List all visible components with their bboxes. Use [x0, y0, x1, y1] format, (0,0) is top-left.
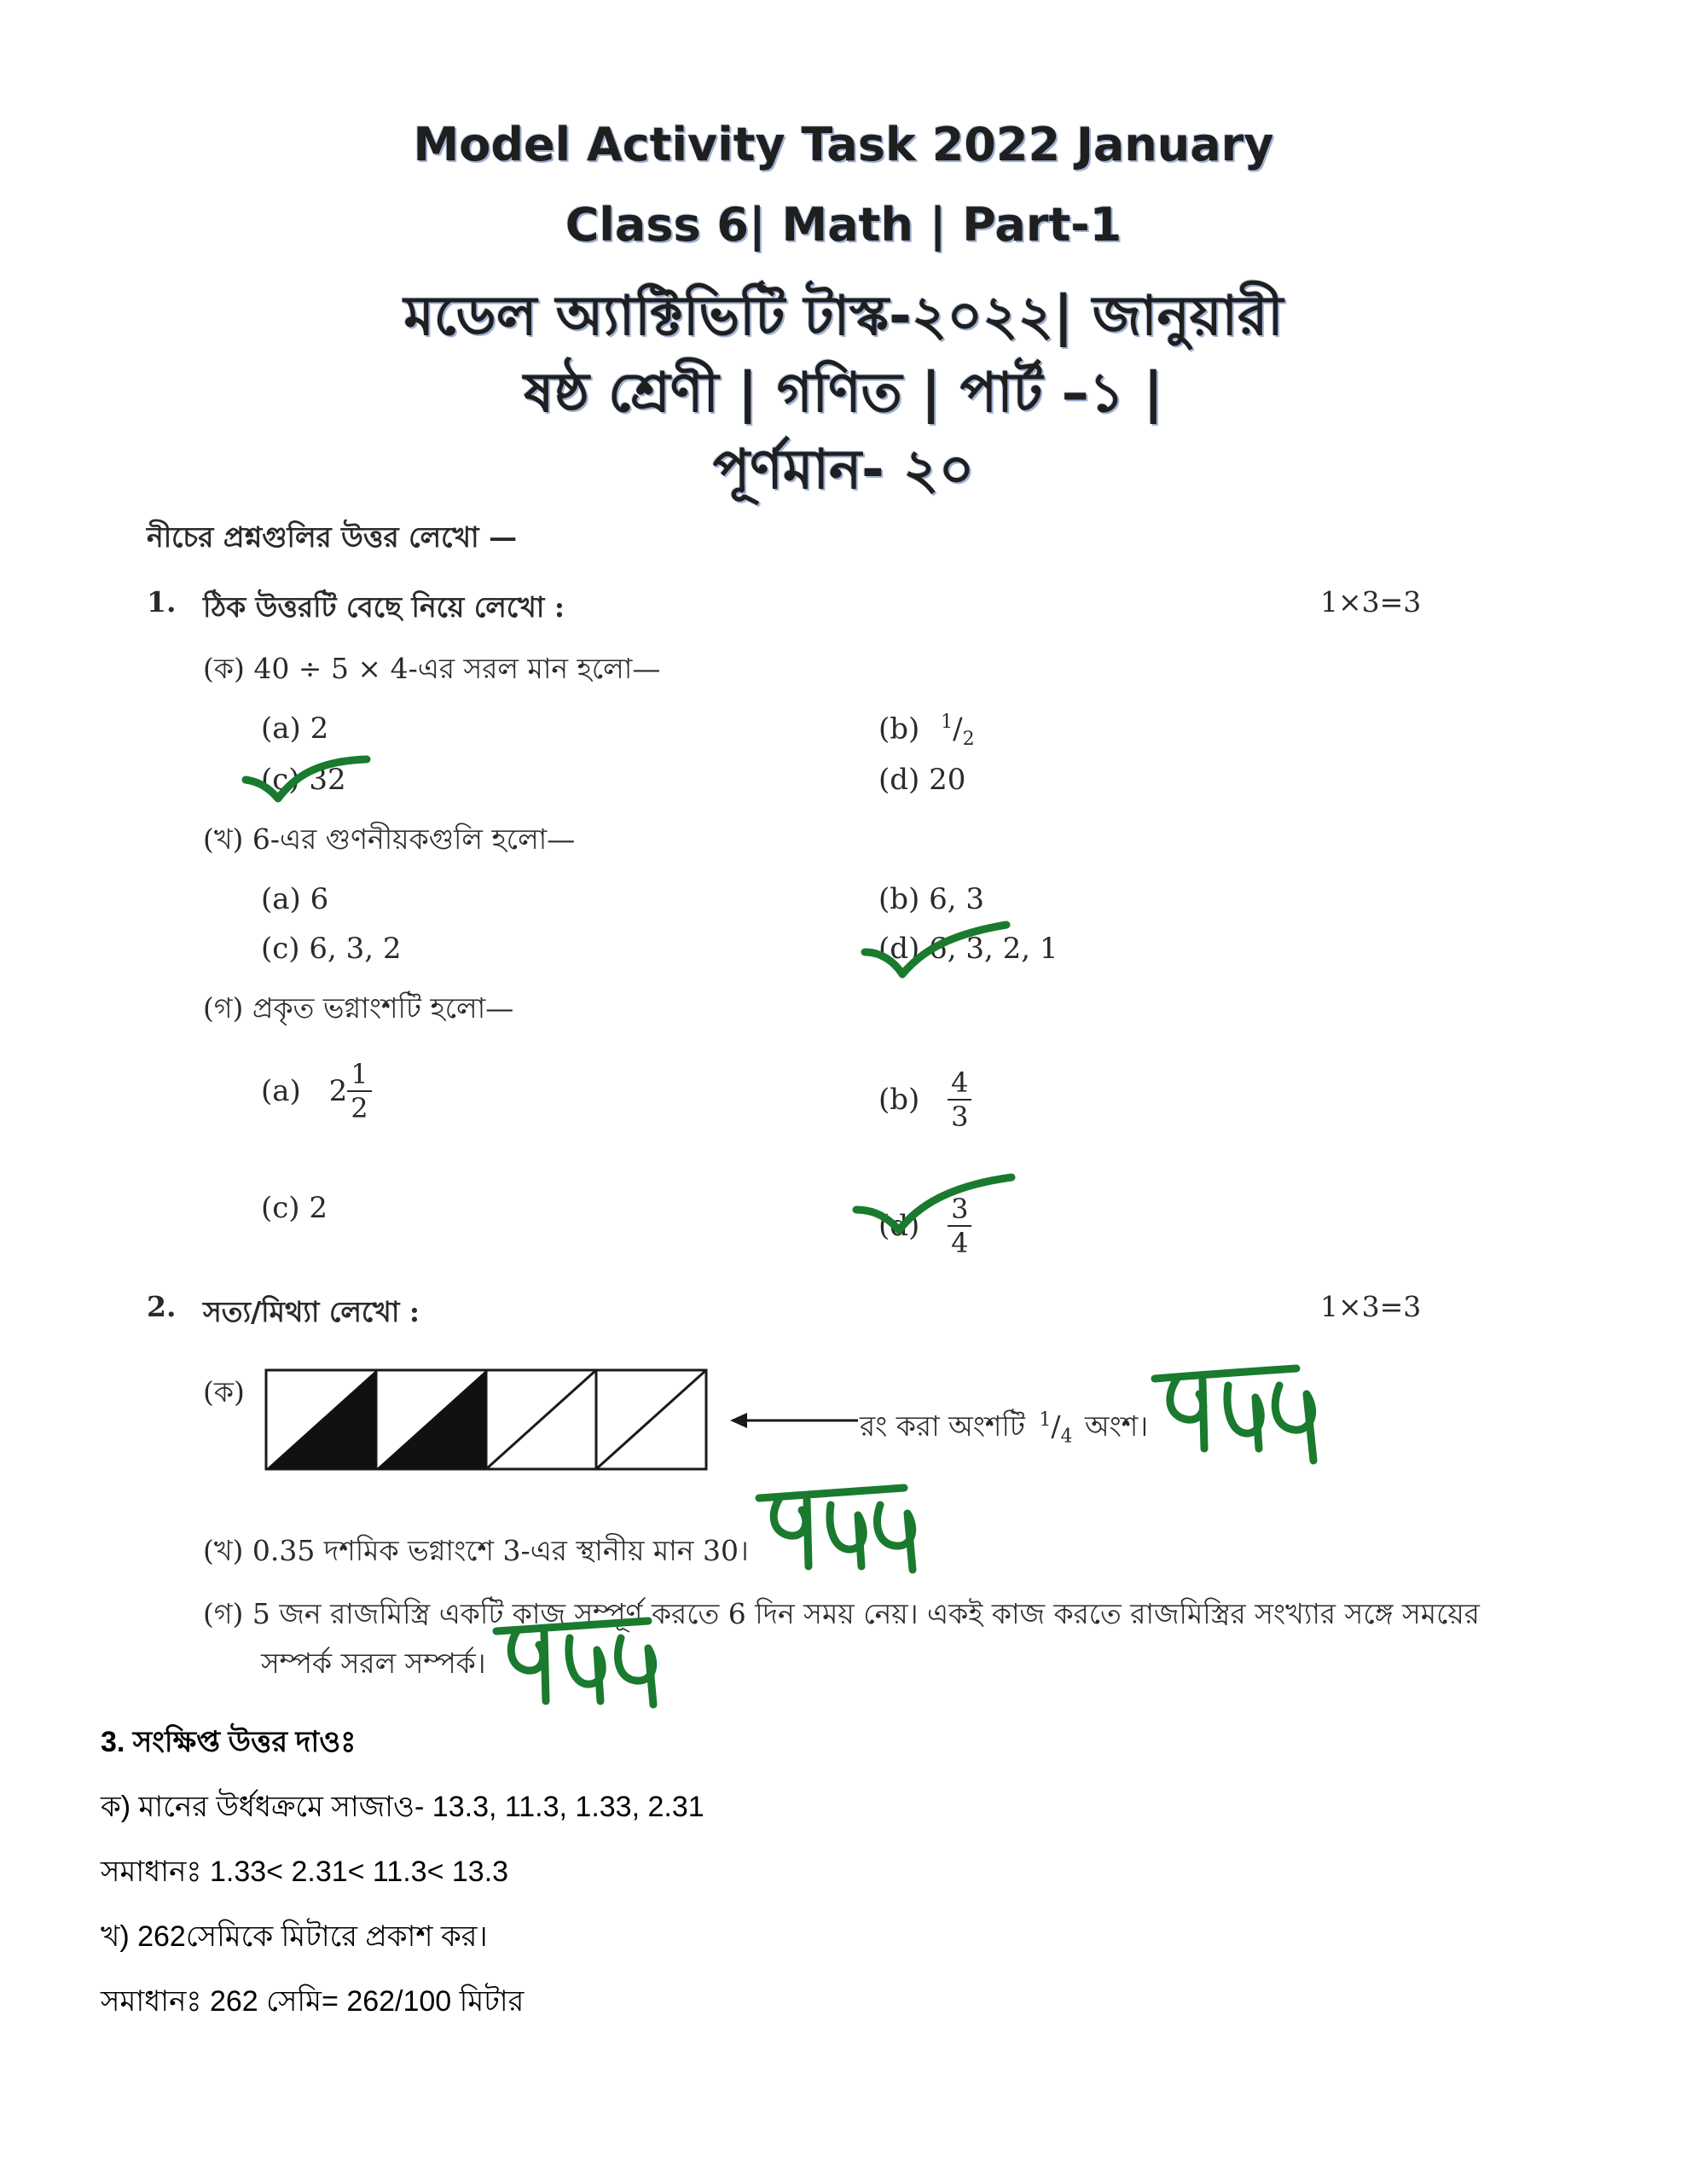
q1-ka-option-b-den: 2	[962, 729, 975, 751]
header-line-bengali-class: ষষ্ঠ শ্রেণী | গণিত | পার্ট –১ |	[524, 362, 1163, 425]
q1-title: ঠিক উত্তরটি বেছে নিয়ে লেখো :	[203, 590, 565, 624]
q1-ga-option-a-whole: 2	[328, 1074, 348, 1108]
q3-ka-answer: সমাধানঃ 1.33< 2.31< 11.3< 13.3	[101, 1856, 509, 1888]
q3-kha-question: খ) 262সেমিকে মিটারে প্রকাশ কর।	[101, 1920, 488, 1953]
q1-kha-option-c: (c) 6, 3, 2	[261, 932, 402, 966]
q1-kha-option-a: (a) 6	[261, 882, 329, 916]
q1-ga-option-c: (c) 2	[261, 1191, 328, 1225]
q1-ga-option-d-den: 4	[951, 1227, 969, 1259]
q1-ga-option-b-fraction	[948, 1066, 971, 1133]
q3-ka-question: ক) মানের উর্ধধক্রমে সাজাও- 13.3, 11.3, 1.33, 2.31	[101, 1791, 704, 1823]
q2-marks: 1×3=3	[1320, 1290, 1422, 1323]
q2-ka-label: (ক)	[203, 1375, 245, 1409]
q2-ka-statement-text-a: রং করা অংশটি	[860, 1409, 1025, 1443]
q1-kha-option-b: (b) 6, 3	[878, 882, 984, 916]
handwritten-answer-false-1	[1143, 1360, 1339, 1471]
q1-ka-option-c: (c) 32	[261, 763, 346, 797]
header-line-full-marks: পূর্ণমান- ২০	[712, 439, 975, 502]
q3-title: 3. সংক্ষিপ্ত উত্তর দাওঃ	[101, 1726, 357, 1758]
q1-ka-question: (ক) 40 ÷ 5 × 4-এর সরল মান হলো—	[203, 652, 661, 685]
q1-marks: 1×3=3	[1320, 585, 1422, 619]
q2-kha-statement: (খ) 0.35 দশমিক ভগ্নাংশে 3-এর স্থানীয় মান 30।	[203, 1534, 749, 1567]
q1-ka-option-a: (a) 2	[261, 712, 329, 746]
left-arrow-icon	[730, 1408, 858, 1433]
q1-ga-option-b	[878, 1066, 971, 1133]
q1-ga-option-a	[261, 1058, 372, 1124]
q2-ka-statement: রং করা অংশটি $^1/_4$ অংশ।	[860, 1409, 1149, 1448]
q1-ka-option-b-label: (b)	[878, 712, 920, 746]
q1-number: 1.	[147, 585, 177, 619]
q2-title: সত্য/মিথ্যা লেখো :	[203, 1295, 420, 1328]
q2-ka-shaded-triangle-1	[266, 1370, 376, 1469]
q1-ga-option-d-num: 3	[948, 1193, 971, 1227]
q1-ga-option-b-label: (b)	[878, 1083, 920, 1117]
q2-ka-frac-num: 1	[1039, 1409, 1052, 1431]
q2-ka-shaded-triangle-2	[376, 1370, 486, 1469]
q1-ga-option-a-den: 2	[351, 1092, 368, 1124]
handwritten-answer-false-3	[486, 1614, 682, 1716]
q2-ka-frac-den: 4	[1060, 1426, 1073, 1448]
q2-ka-statement-text-b: অংশ।	[1085, 1409, 1149, 1443]
checkmark-icon	[860, 918, 1013, 986]
q1-kha-question: (খ) 6-এর গুণনীয়কগুলি হলো—	[203, 822, 576, 856]
q1-ga-option-d-label: (d)	[878, 1209, 920, 1243]
q1-ga-option-a-label: (a)	[261, 1074, 301, 1108]
q3-kha-answer: সমাধানঃ 262 সেমি= 262/100 মিটার	[101, 1985, 525, 2018]
handwritten-answer-false-2	[751, 1481, 938, 1583]
q1-ka-option-b-num: 1	[941, 712, 954, 733]
q1-ga-option-a-fraction	[347, 1058, 371, 1124]
checkmark-icon	[849, 1169, 1020, 1246]
q1-ga-option-a-num: 1	[347, 1058, 371, 1092]
q1-ga-option-b-den: 3	[951, 1101, 969, 1133]
q1-ka-option-d: (d) 20	[878, 763, 966, 797]
q2-number: 2.	[147, 1290, 177, 1323]
instruction: নীচের প্রশ্নগুলির উত্তর লেখো —	[147, 520, 518, 554]
q2-ka-shaded-rectangle-figure	[264, 1368, 708, 1472]
header-line-class: Class 6| Math | Part-1	[565, 198, 1122, 252]
header-line-title: Model Activity Task 2022 January	[413, 118, 1274, 171]
q2-ga-statement-line2: সম্পর্ক সরল সম্পর্ক।	[261, 1647, 486, 1680]
checkmark-icon	[239, 744, 375, 812]
q2-ga-statement-line1: (গ) 5 জন রাজমিস্ত্রি একটি কাজ সম্পূর্ণ করতে 6 দিন সময় নেয়। একই কাজ করতে রাজমিস্ত্রির সংখ্যার সঙ্গে সময়ের	[203, 1597, 1480, 1630]
q1-ga-option-b-num: 4	[948, 1066, 971, 1101]
q1-ga-question: (গ) প্রকৃত ভগ্নাংশটি হলো—	[203, 991, 514, 1025]
q1-kha-option-d: (d) 6, 3, 2, 1	[878, 932, 1058, 966]
header-line-bengali-title: মডেল অ্যাক্টিভিটি টাস্ক-২০২২| জানুয়ারী	[403, 285, 1284, 348]
q1-ka-option-b: (b) $^1/_2$	[878, 712, 975, 751]
